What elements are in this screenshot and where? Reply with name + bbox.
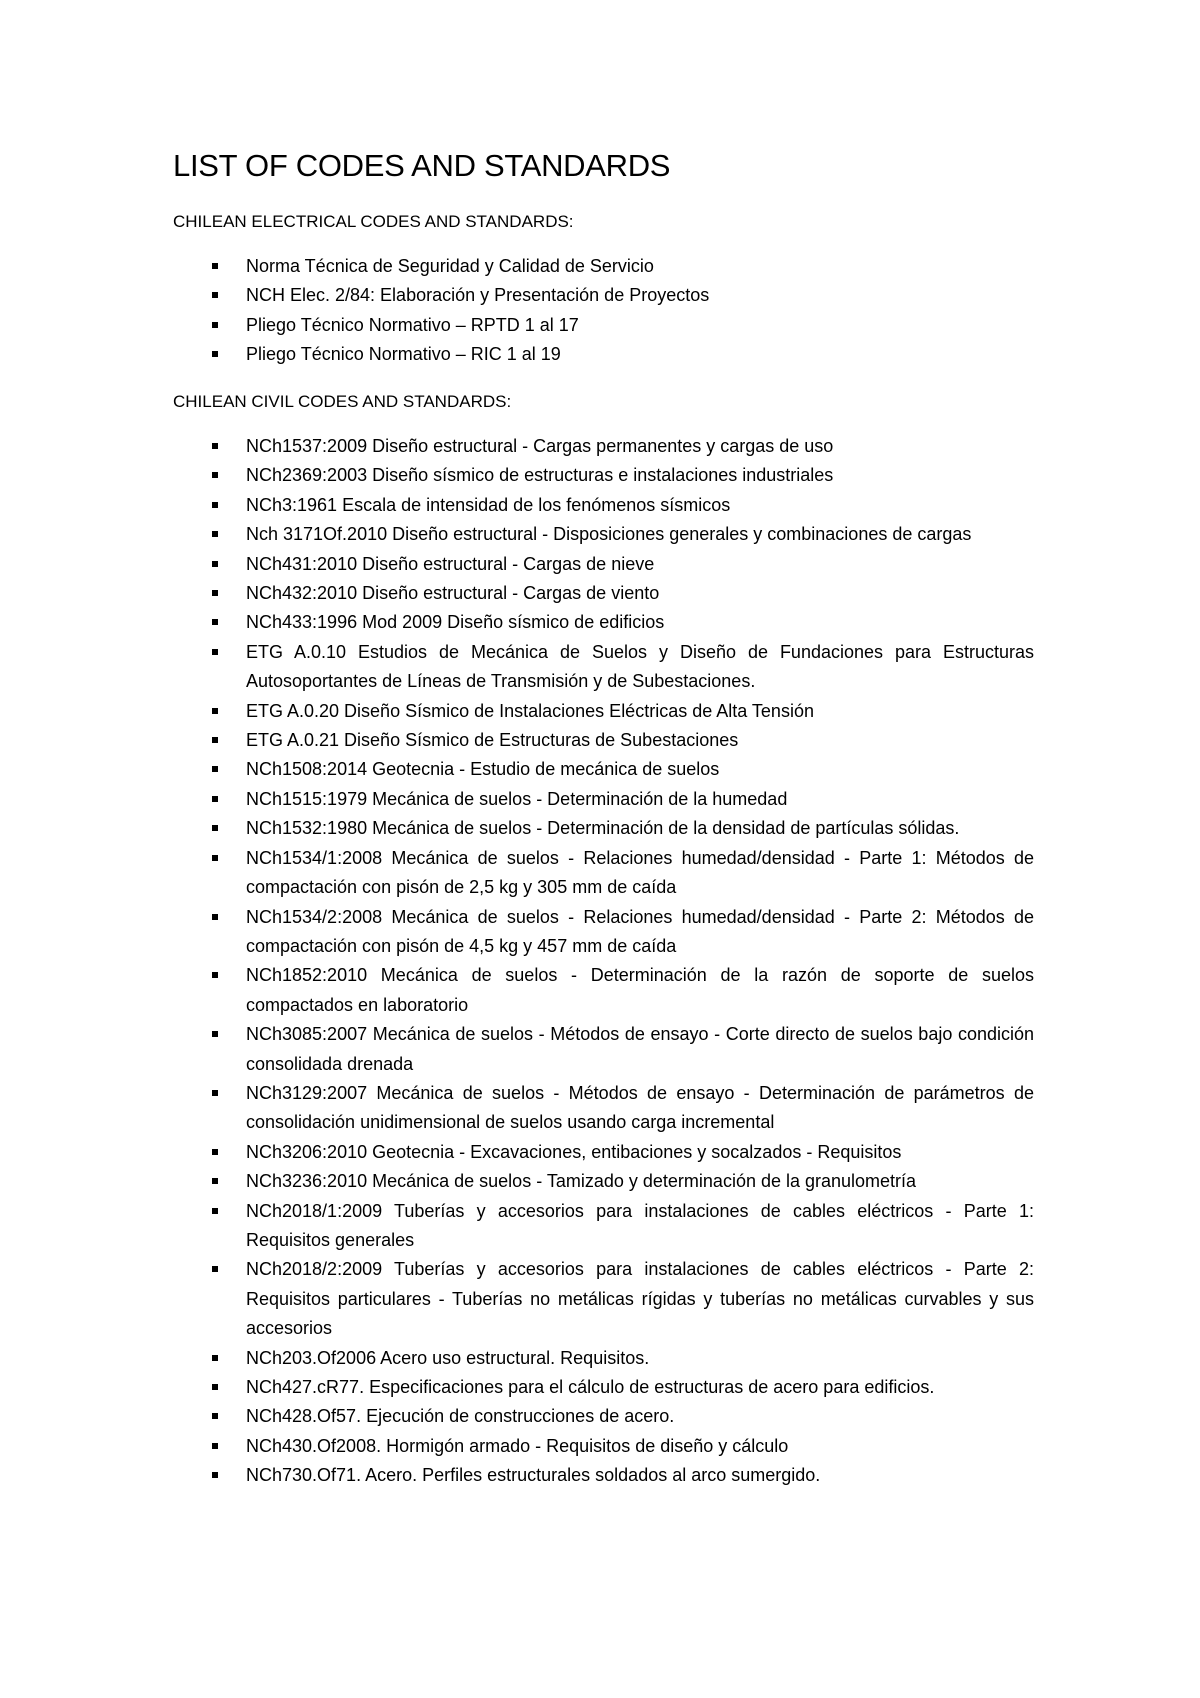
square-bullet-icon: [212, 1413, 218, 1419]
list-item: [208, 461, 1034, 490]
list-item-text: Pliego Técnico Normativo – RIC 1 al 19: [246, 344, 561, 365]
list-item: [208, 340, 1034, 369]
list-item: [208, 1373, 1034, 1402]
list-item-text: NCh3206:2010 Geotecnia - Excavaciones, entibaciones y socalzados - Requisitos: [246, 1141, 902, 1162]
list-item: [208, 814, 1034, 843]
list-item: [208, 281, 1034, 310]
list-item: [208, 1167, 1034, 1196]
list-item: [208, 697, 1034, 726]
list-item: [208, 432, 1034, 461]
list-item-text: NCh430.Of2008. Hormigón armado - Requisitos de diseño y cálculo: [246, 1435, 789, 1456]
list-item: [208, 1197, 1034, 1256]
list-item-text: NCh3236:2010 Mecánica de suelos - Tamizado y determinación de la granulometría: [246, 1171, 917, 1192]
square-bullet-icon: [212, 1031, 218, 1037]
square-bullet-icon: [212, 649, 218, 655]
square-bullet-icon: [212, 472, 218, 478]
list-item-text: ETG A.0.10 Estudios de Mecánica de Suelos y Diseño de Fundaciones para Estructuras Autosoportantes de Líneas de Transmisión y de Subestaciones.: [246, 641, 1034, 692]
list-item-text: NCh3:1961 Escala de intensidad de los fenómenos sísmicos: [246, 494, 731, 515]
list-item-text: NCh1537:2009 Diseño estructural - Cargas permanentes y cargas de uso: [246, 436, 834, 456]
list-item-text: NCh1534/1:2008 Mecánica de suelos - Relaciones humedad/densidad - Parte 1: Métodos de compactación con pisón de 2,5 kg y 305 mm de caída: [246, 847, 1034, 898]
list-item-text: NCh203.Of2006 Acero uso estructural. Requisitos.: [246, 1347, 650, 1368]
square-bullet-icon: [212, 443, 218, 449]
electrical-standards-list: [208, 252, 1034, 370]
list-item: [208, 961, 1034, 1020]
square-bullet-icon: [212, 1149, 218, 1155]
square-bullet-icon: [212, 1472, 218, 1478]
list-item-text: NCh427.cR77. Especificaciones para el cálculo de estructuras de acero para edificios.: [246, 1377, 935, 1397]
list-item: [208, 638, 1034, 697]
list-item: [208, 520, 1034, 549]
list-item-text: NCh2369:2003 Diseño sísmico de estructuras e instalaciones industriales: [246, 465, 834, 486]
square-bullet-icon: [212, 263, 218, 269]
list-item: [208, 252, 1034, 281]
list-item-text: NCH Elec. 2/84: Elaboración y Presentación de Proyectos: [246, 285, 710, 306]
square-bullet-icon: [212, 1266, 218, 1272]
list-item-text: NCh3129:2007 Mecánica de suelos - Métodos de ensayo - Determinación de parámetros de consolidación unidimensional de suelos usando carga incremental: [246, 1082, 1034, 1133]
list-item-text: Nch 3171Of.2010 Diseño estructural - Disposiciones generales y combinaciones de cargas: [246, 524, 972, 545]
list-item-text: NCh2018/2:2009 Tuberías y accesorios para instalaciones de cables eléctricos - Parte 2: Requisitos particulares - Tuberías no metálicas rígidas y tuberías no metálicas curvables y sus accesorios: [246, 1259, 1034, 1339]
page-title: LIST OF CODES AND STANDARDS: [173, 148, 671, 183]
list-item: [208, 1432, 1034, 1461]
list-item-text: NCh1852:2010 Mecánica de suelos - Determinación de la razón de soporte de suelos compactados en laboratorio: [246, 965, 1034, 1015]
list-item: [208, 1255, 1034, 1343]
list-item: [208, 1020, 1034, 1079]
list-item-text: NCh432:2010 Diseño estructural - Cargas de viento: [246, 583, 660, 604]
list-item: [208, 755, 1034, 784]
list-item: [208, 1402, 1034, 1431]
list-item-text: NCh2018/1:2009 Tuberías y accesorios para instalaciones de cables eléctricos - Parte 1: Requisitos generales: [246, 1200, 1034, 1250]
list-item-text: NCh433:1996 Mod 2009 Diseño sísmico de edificios: [246, 612, 665, 633]
square-bullet-icon: [212, 561, 218, 567]
square-bullet-icon: [212, 1090, 218, 1096]
square-bullet-icon: [212, 1178, 218, 1184]
list-item-text: NCh730.Of71. Acero. Perfiles estructurales soldados al arco sumergido.: [246, 1465, 821, 1486]
list-item: [208, 491, 1034, 520]
list-item: [208, 550, 1034, 579]
list-item-text: NCh428.Of57. Ejecución de construcciones de acero.: [246, 1406, 675, 1427]
list-item: [208, 1461, 1034, 1490]
square-bullet-icon: [212, 737, 218, 743]
square-bullet-icon: [212, 914, 218, 920]
square-bullet-icon: [212, 531, 218, 537]
list-item: [208, 311, 1034, 340]
square-bullet-icon: [212, 502, 218, 508]
list-item: [208, 785, 1034, 814]
square-bullet-icon: [212, 796, 218, 802]
list-item-text: ETG A.0.20 Diseño Sísmico de Instalaciones Eléctricas de Alta Tensión: [246, 700, 814, 721]
civil-standards-list: [208, 432, 1034, 1491]
square-bullet-icon: [212, 1355, 218, 1361]
square-bullet-icon: [212, 708, 218, 714]
square-bullet-icon: [212, 766, 218, 772]
list-item-text: NCh1515:1979 Mecánica de suelos - Determinación de la humedad: [246, 788, 788, 809]
square-bullet-icon: [212, 590, 218, 596]
list-item: [208, 903, 1034, 962]
list-item: [208, 1138, 1034, 1167]
list-item-text: NCh431:2010 Diseño estructural - Cargas de nieve: [246, 553, 655, 574]
list-item: [208, 1344, 1034, 1373]
list-item: [208, 608, 1034, 637]
square-bullet-icon: [212, 855, 218, 861]
list-item-text: Norma Técnica de Seguridad y Calidad de Servicio: [246, 256, 654, 276]
list-item: [208, 579, 1034, 608]
square-bullet-icon: [212, 1208, 218, 1214]
list-item-text: ETG A.0.21 Diseño Sísmico de Estructuras de Subestaciones: [246, 730, 739, 751]
square-bullet-icon: [212, 1443, 218, 1449]
square-bullet-icon: [212, 292, 218, 298]
civil-section-heading: CHILEAN CIVIL CODES AND STANDARDS:: [173, 392, 512, 411]
list-item: [208, 726, 1034, 755]
list-item-text: Pliego Técnico Normativo – RPTD 1 al 17: [246, 314, 579, 335]
list-item: [208, 1079, 1034, 1138]
electrical-section-heading: CHILEAN ELECTRICAL CODES AND STANDARDS:: [173, 212, 574, 231]
square-bullet-icon: [212, 972, 218, 978]
square-bullet-icon: [212, 619, 218, 625]
list-item-text: NCh1532:1980 Mecánica de suelos - Determinación de la densidad de partículas sólidas.: [246, 818, 960, 839]
square-bullet-icon: [212, 351, 218, 357]
list-item-text: NCh3085:2007 Mecánica de suelos - Métodos de ensayo - Corte directo de suelos bajo condición consolidada drenada: [246, 1024, 1034, 1074]
list-item-text: NCh1534/2:2008 Mecánica de suelos - Relaciones humedad/densidad - Parte 2: Métodos de compactación con pisón de 4,5 kg y 457 mm de caída: [246, 906, 1034, 956]
list-item: [208, 844, 1034, 903]
list-item-text: NCh1508:2014 Geotecnia - Estudio de mecánica de suelos: [246, 759, 720, 780]
square-bullet-icon: [212, 825, 218, 831]
square-bullet-icon: [212, 322, 218, 328]
square-bullet-icon: [212, 1384, 218, 1390]
